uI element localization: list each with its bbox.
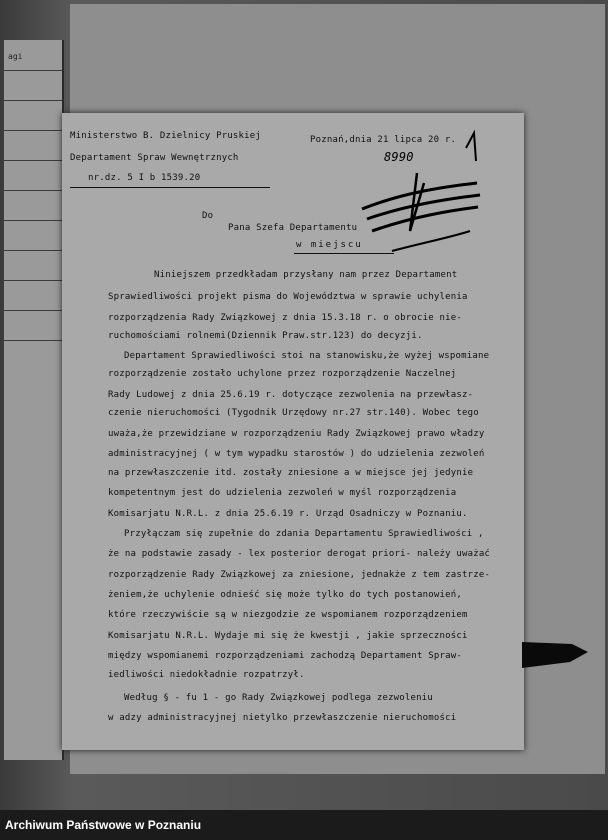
body-line-5: Departament Sprawiedliwości stoi na stanowisku,że wyżej wspomiane — [124, 351, 490, 361]
body-line-16: rozporządzenie Rady Związkowej za zniesione, jednakże z tem zastrze- — [108, 570, 491, 580]
archive-watermark: Archiwum Państwowe w Poznaniu — [5, 818, 202, 832]
body-line-13: Komisarjatu N.R.L. z dnia 25.6.19 r. Urząd Osadniczy w Poznaniu. — [108, 509, 468, 519]
addressee-do: Do — [202, 211, 214, 221]
body-line-6: rozporządzenie zostało uchylone przez rozporządzenie Naczelnej — [108, 369, 457, 379]
black-clip-marker — [522, 640, 588, 680]
body-line-19: Komisarjatu N.R.L. Wydaje mi się że kwestji , jakie sprzeczności — [108, 631, 468, 641]
body-line-9: uważa,że przewidziane w rozporządzeniu Rady Związkowej prawo władzy — [108, 429, 485, 439]
body-line-1: Niniejszem przedkładam przysłany nam przez Departament — [154, 270, 458, 280]
body-line-4: ruchomościami rolnemi(Dziennik Praw.str.123) do decyzji. — [108, 331, 423, 341]
left-archive-sheet — [4, 40, 64, 760]
body-line-11: na przewłaszczenie itd. zostały zniesione a w miejsce jej jedynie — [108, 468, 474, 478]
body-line-23: w adzy administracyjnej nietylko przewłaszczenie nieruchomości — [108, 713, 457, 723]
addressee-place: w miejscu — [296, 240, 363, 250]
body-line-18: które rzeczywiście są w niezgodzie ze wspomianem rozporządzeniem — [108, 610, 468, 620]
body-line-20: między wspomianemi rozporządzeniami zachodzą Departament Spraw- — [108, 651, 462, 661]
body-line-15: że na podstawie zasady - lex posterior derogat priori- należy uważać — [108, 549, 491, 559]
addressee-underline — [294, 253, 394, 254]
body-line-8: czenie nieruchomości (Tygodnik Urzędowy nr.27 str.140). Wobec tego — [108, 408, 479, 418]
sender-line-1: Ministerstwo B. Dzielnicy Pruskiej — [70, 131, 262, 141]
body-line-21: iedliwości niedokładnie rozpatrzył. — [108, 670, 305, 680]
addressee-name: Pana Szefa Departamentu — [228, 223, 358, 233]
sender-line-2: Departament Spraw Wewnętrznych — [70, 153, 239, 163]
body-line-3: rozporządzenia Rady Związkowej z dnia 15.3.18 r. o obrocie nie- — [108, 313, 462, 323]
body-line-12: kompetentnym jest do udzielenia zezwoleń w myśl rozporządzenia — [108, 488, 457, 498]
body-line-14: Przyłączam się zupełnie do zdania Departamentu Sprawiedliwości , — [124, 529, 484, 539]
body-line-7: Rady Ludowej z dnia 25.6.19 r. dotyczące zezwolenia na przewłasz- — [108, 390, 474, 400]
letter-page — [62, 113, 524, 750]
body-line-10: administracyjnej ( w tym wypadku starostów ) do udzielenia zezwoleń — [108, 449, 485, 459]
body-line-22: Według § - fu 1 - go Rady Związkowej podlega zezwoleniu — [124, 693, 434, 703]
body-line-2: Sprawiedliwości projekt pisma do Województwa w sprawie uchylenia — [108, 292, 468, 302]
handwritten-number: 8990 — [384, 150, 414, 164]
reference-number: nr.dz. 5 I b 1539.20 — [88, 173, 201, 183]
letter-date: Poznań,dnia 21 lipca 20 r. — [310, 135, 457, 145]
body-line-17: żeniem,że uchylenie odnieść się może tylko do tych postanowień, — [108, 590, 462, 600]
left-sheet-tab-text: agi — [8, 52, 23, 61]
